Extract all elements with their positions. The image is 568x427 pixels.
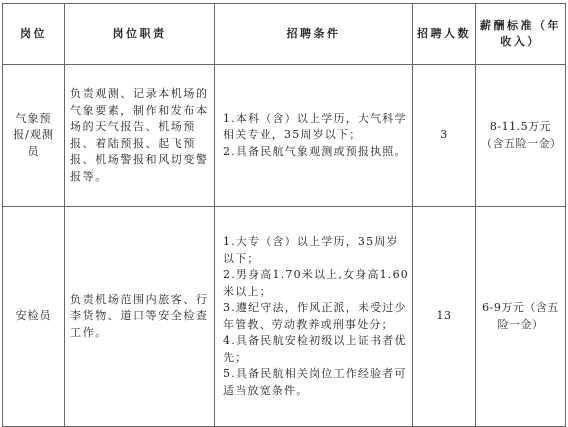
requirements-cell xyxy=(215,207,413,427)
requirement-item: 2.具备民航气象观测或预报执照。 xyxy=(223,144,407,158)
table-row xyxy=(3,65,566,207)
duty-cell: 负责观测、记录本机场的气象要素，制作和发布本场的天气报告、机场预报、着陆预报、起飞预报、机场警报和风切变警报等。 xyxy=(65,65,215,207)
position-cell: 安检员 xyxy=(3,207,65,427)
header-salary: 薪酬标准（年收入） xyxy=(476,4,566,65)
count-cell: 13 xyxy=(413,207,476,427)
position-cell: 气象预报/观测员 xyxy=(3,65,65,207)
recruitment-table xyxy=(2,3,566,427)
requirement-item: 1.本科（含）以上学历，大气科学相关专业，35周岁以下； xyxy=(223,111,407,142)
table-row xyxy=(3,207,566,427)
requirement-item: 1.大专（含）以上学历，35周岁以下； xyxy=(223,235,399,265)
header-duty: 岗位职责 xyxy=(65,4,215,65)
requirement-item: 4.具备民航安检初级以上证书者优先； xyxy=(223,334,407,364)
salary-cell: 8-11.5万元（含五险一金） xyxy=(476,65,566,207)
salary-cell: 6-9万元（含五险一金） xyxy=(476,207,566,427)
requirement-item: 5.具备民航相关岗位工作经验者可适当放宽条件。 xyxy=(223,367,407,397)
count-cell: 3 xyxy=(413,65,476,207)
header-requirements: 招聘条件 xyxy=(215,4,413,65)
requirements-cell xyxy=(215,65,413,207)
requirement-item: 2.男身高1.70米以上,女身高1.60米以上； xyxy=(223,268,409,298)
header-position: 岗位 xyxy=(3,4,65,65)
header-count: 招聘人数 xyxy=(413,4,476,65)
duty-cell: 负责机场范围内旅客、行李货物、道口等安全检查工作。 xyxy=(65,207,215,427)
header-row xyxy=(3,4,566,65)
requirement-item: 3.遵纪守法，作风正派，未受过少年管教、劳动教养或刑事处分； xyxy=(223,301,407,331)
